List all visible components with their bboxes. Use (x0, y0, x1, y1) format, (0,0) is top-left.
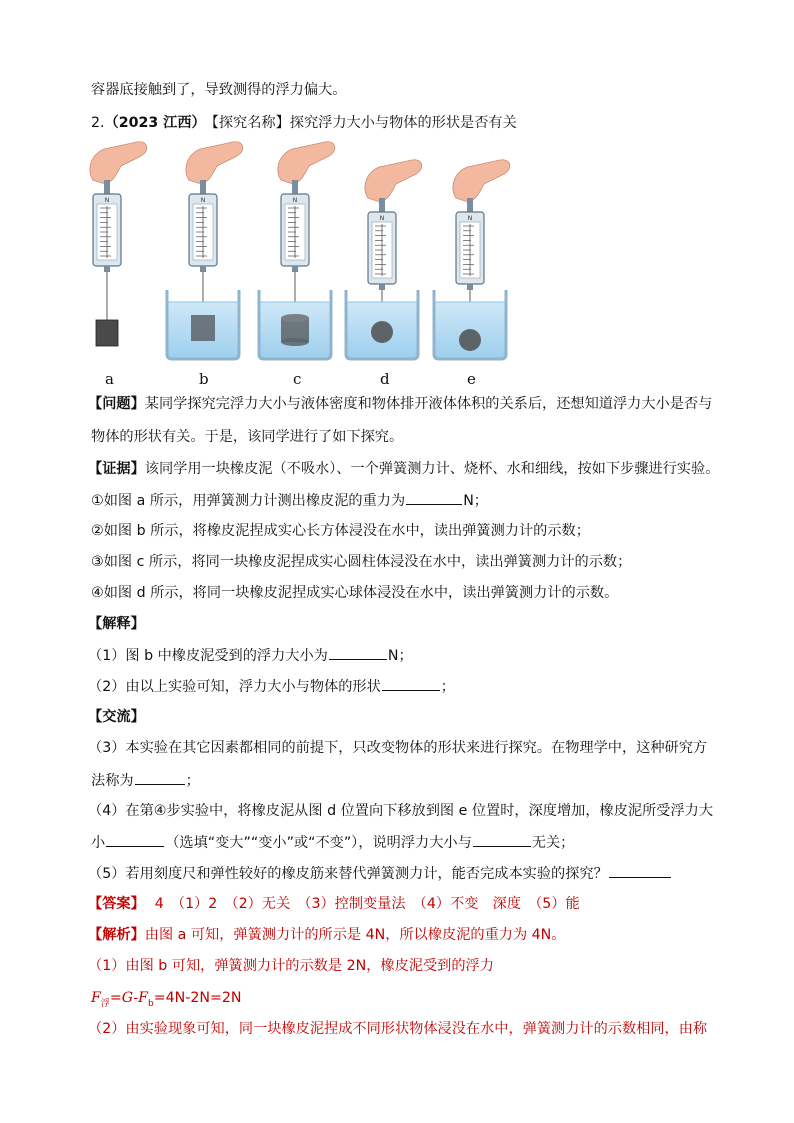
answer-blank[interactable] (329, 645, 387, 660)
evidence-tag: 【证据】 (88, 461, 145, 477)
step-4: ④如图 d 所示，将同一块橡皮泥捏成实心球体浸没在水中，读出弹簧测力计的示数。 (91, 585, 619, 601)
answer-tag: 【答案】 (88, 896, 145, 912)
explain-q1 (88, 645, 413, 666)
scale-unit-label: N (379, 215, 385, 222)
evidence-text: 该同学用一块橡皮泥（不吸水）、一个弹簧测力计、烧杯、水和细线，按如下步骤进行实验。 (144, 461, 720, 477)
analysis-line (88, 925, 565, 945)
figure-label-b: b (199, 370, 209, 388)
section-tag: 【探究名称】 (211, 115, 290, 131)
figure-label-a: a (105, 370, 114, 388)
answer-blank[interactable] (473, 832, 531, 847)
scale-unit-label: N (467, 215, 473, 222)
question-title: 探究浮力大小与物体的形状是否有关 (289, 115, 517, 131)
exchange-q4-line2 (91, 832, 574, 853)
explain-q2 (88, 676, 455, 697)
exchange-tag: 【交流】 (88, 709, 145, 725)
formula-F: F (91, 990, 101, 1006)
clay-cylinder-top (281, 314, 309, 322)
step-1 (91, 490, 488, 511)
exchange-q3-text: 法称为 (91, 773, 134, 789)
clay-cylinder-bottom (281, 338, 309, 346)
scale-unit-label: N (104, 197, 110, 204)
problem-tag: 【问题】 (88, 396, 145, 412)
clay-block (96, 320, 118, 346)
scale-hook (104, 180, 110, 194)
step-3: ③如图 c 所示，将同一块橡皮泥捏成实心圆柱体浸没在水中，读出弹簧测力计的示数； (91, 554, 632, 570)
hand-icon (278, 142, 335, 184)
explain-q2-end: ； (440, 679, 455, 695)
answer-blank[interactable] (382, 676, 440, 691)
exchange-q5 (88, 863, 672, 884)
answer-blank[interactable] (106, 832, 164, 847)
clay-cuboid (191, 315, 215, 341)
figure-label-e: e (467, 370, 476, 388)
continued-text: 容器底接触到了，导致测得的浮力偏大。 (91, 82, 347, 98)
exchange-q3-line1: （3）本实验在其它因素都相同的前提下，只改变物体的形状来进行探究。在物理学中，这种研究方 (88, 740, 708, 756)
apparatus-c (259, 142, 335, 359)
scale-hook (467, 198, 473, 212)
step-1-unit: N； (463, 493, 488, 509)
figure-label-d: d (380, 370, 390, 388)
formula-end: =4N-2N=2N (153, 990, 242, 1006)
explain-tag: 【解释】 (88, 616, 145, 632)
explain-q1-unit: N； (387, 648, 413, 664)
problem-text-1: 某同学探究完浮力大小与液体密度和物体排开液体体积的关系后，还想知道浮力大小是否与 (144, 396, 713, 412)
analysis-tag: 【解析】 (88, 927, 145, 943)
question-source: （2023 江西） (104, 115, 206, 131)
exchange-q4-text-a: 小 (91, 835, 106, 851)
apparatus-b (167, 142, 243, 359)
analysis-p1: （1）由图 b 可知，弹簧测力计的示数是 2N，橡皮泥受到的浮力 (88, 958, 494, 974)
hand-icon (186, 142, 243, 184)
scale-hook (200, 180, 206, 194)
exchange-q4-line1: （4）在第④步实验中，将橡皮泥从图 d 位置向下移放到图 e 位置时，深度增加，橡皮泥所受浮力大 (88, 803, 714, 819)
answer-blank[interactable] (406, 490, 462, 505)
formula-sub2: b (148, 998, 154, 1009)
scale-bottom-hook (379, 284, 385, 290)
answer-blank[interactable] (135, 770, 185, 785)
exchange-q4-text-b: （选填“变大”“变小”或“不变”），说明浮力大小与 (165, 835, 472, 851)
apparatus-e (434, 160, 510, 359)
step-2: ②如图 b 所示，将橡皮泥捏成实心长方体浸没在水中，读出弹簧测力计的示数； (91, 523, 590, 539)
clay-ball (459, 329, 481, 351)
step-1-text: ①如图 a 所示，用弹簧测力计测出橡皮泥的重力为 (91, 493, 406, 509)
question-2-heading (91, 113, 517, 133)
analysis-text: 由图 a 可知，弹簧测力计的所示是 4N，所以橡皮泥的重力为 4N。 (144, 927, 566, 943)
formula-sub: 浮 (100, 998, 110, 1009)
exchange-q3-end: ； (185, 773, 200, 789)
scale-bottom-hook (292, 266, 298, 272)
answer-text: 4 （1）2 （2）无关 （3）控制变量法 （4）不变 深度 （5）能 (154, 896, 580, 912)
question-number: 2. (91, 115, 105, 131)
clay-ball (371, 321, 393, 343)
answer-line (88, 894, 580, 914)
hand-icon (365, 160, 422, 202)
apparatus-d (346, 160, 422, 359)
scale-bottom-hook (104, 266, 110, 272)
scale-hook (379, 198, 385, 212)
problem-line-2: 物体的形状有关。于是，该同学进行了如下探究。 (91, 429, 404, 445)
scale-bottom-hook (200, 266, 206, 272)
apparatus-a (90, 142, 147, 346)
hand-icon (90, 142, 147, 184)
explain-q1-text: （1）图 b 中橡皮泥受到的浮力大小为 (88, 648, 328, 664)
figure-label-c: c (293, 370, 302, 388)
answer-blank[interactable] (609, 863, 671, 878)
scale-unit-label: N (292, 197, 298, 204)
scale-bottom-hook (467, 284, 473, 290)
evidence-line (88, 459, 719, 479)
exchange-q4-text-c: 无关； (531, 835, 575, 851)
hand-icon (453, 160, 510, 202)
explain-q2-text: （2）由以上实验可知，浮力大小与物体的形状 (88, 679, 381, 695)
analysis-formula (91, 988, 242, 1014)
formula-rest: =G-F (109, 990, 148, 1006)
scale-unit-label: N (200, 197, 206, 204)
experiment-figure (85, 140, 525, 365)
problem-line-1 (88, 394, 712, 414)
analysis-p2: （2）由实验现象可知，同一块橡皮泥捏成不同形状物体浸没在水中，弹簧测力计的示数相同，由称 (88, 1021, 708, 1037)
scale-hook (292, 180, 298, 194)
exchange-q5-text: （5）若用刻度尺和弹性较好的橡皮筋来替代弹簧测力计，能否完成本实验的探究？ (88, 866, 608, 882)
exchange-q3-line2 (91, 770, 200, 791)
